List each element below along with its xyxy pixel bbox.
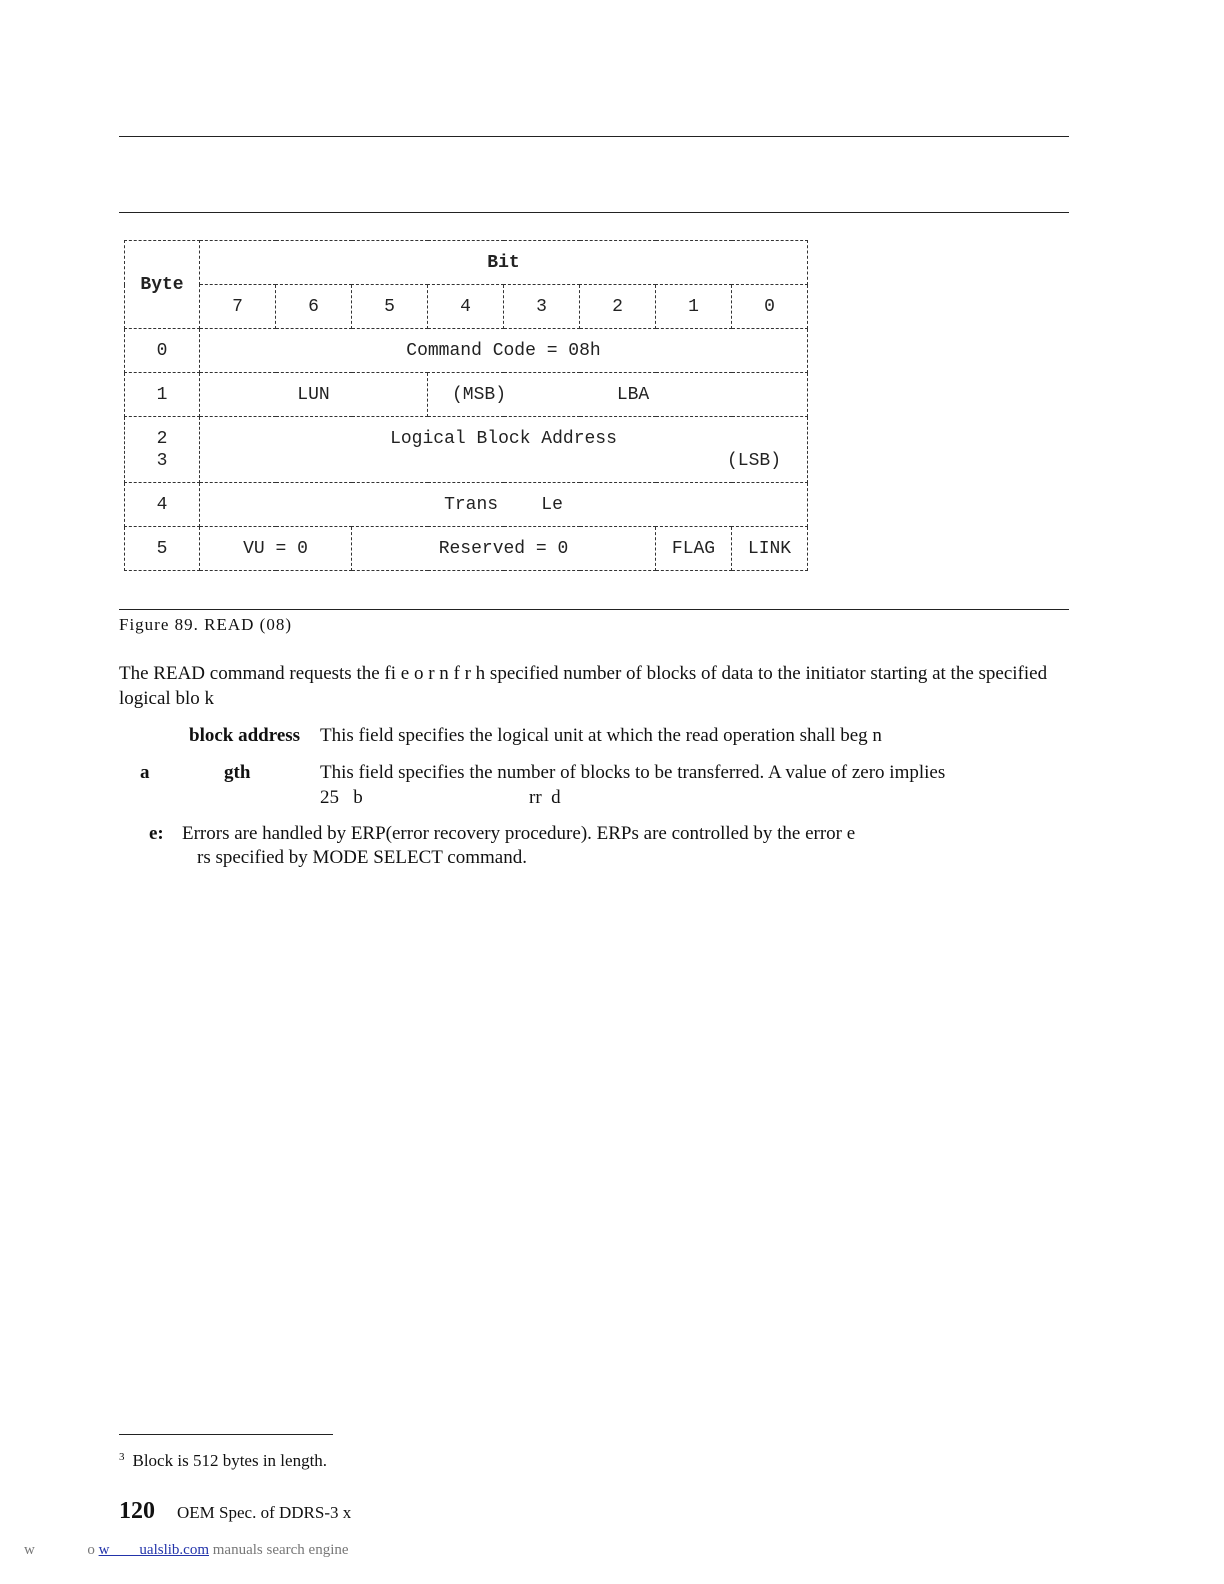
command-code-cell: Command Code = 08h <box>200 329 808 373</box>
footnote <box>119 1451 327 1471</box>
byte-number: 1 <box>125 373 200 417</box>
field-desc-transfer-length-cont: 25 b rr d <box>320 787 561 808</box>
byte-number-2: 2 <box>156 428 168 449</box>
header-rule-top <box>119 136 1069 137</box>
note-label: e: <box>149 823 164 844</box>
footnote-mark: 3 <box>119 1451 125 1463</box>
lba-msb-cell <box>428 373 808 417</box>
figure-caption: Figure 89. READ (08) <box>119 615 292 634</box>
footnote-text: Block is 512 bytes in length. <box>132 1451 328 1470</box>
field-desc-block-address: This field specifies the logical unit at which the read operation shall beg n <box>320 725 882 746</box>
intro-paragraph: The READ command requests the fi e o r n f r h specified number of blocks of data to the initiator starting at the specified logical blo k <box>119 663 1048 709</box>
page-footer <box>119 1498 351 1525</box>
byte-number <box>125 417 200 483</box>
bit-label: 5 <box>352 285 428 329</box>
bit-label: 4 <box>428 285 504 329</box>
command-descriptor-table <box>124 240 808 571</box>
msb-label: (MSB) <box>452 384 507 405</box>
lun-cell: LUN <box>200 373 428 417</box>
lba-full-label: Logical Block Address <box>390 428 617 449</box>
reserved-cell: Reserved = 0 <box>352 527 656 571</box>
footnote-rule <box>119 1434 333 1435</box>
lba-label: LBA <box>616 384 650 405</box>
field-desc-transfer-length: This field specifies the number of blocks to be transferred. A value of zero implies <box>320 762 946 783</box>
byte-number: 5 <box>125 527 200 571</box>
figure-rule <box>119 609 1069 610</box>
footer-title: OEM Spec. of DDRS-3 x <box>177 1503 352 1522</box>
bit-label: 1 <box>656 285 732 329</box>
field-name-block-address: block address <box>189 725 301 746</box>
field-name-transfer-gth: gth <box>224 762 251 783</box>
bit-label: 6 <box>276 285 352 329</box>
byte-number: 4 <box>125 483 200 527</box>
header-rule-bottom <box>119 212 1069 213</box>
watermark <box>24 1542 349 1559</box>
transfer-length-cell: Trans Le <box>200 483 808 527</box>
note-text-cont: rs specified by MODE SELECT command. <box>197 847 527 868</box>
byte-header: Byte <box>125 241 200 329</box>
flag-cell: FLAG <box>656 527 732 571</box>
logical-block-address-cell <box>200 417 808 483</box>
link-cell: LINK <box>732 527 808 571</box>
watermark-prefix: w o <box>24 1542 95 1558</box>
bit-header: Bit <box>200 241 808 285</box>
field-name-transfer-a: a <box>140 762 150 783</box>
bit-label: 7 <box>200 285 276 329</box>
bit-label: 2 <box>580 285 656 329</box>
vu-cell: VU = 0 <box>200 527 352 571</box>
lsb-label: (LSB) <box>726 450 781 471</box>
bit-label: 0 <box>732 285 808 329</box>
byte-number-3: 3 <box>156 450 168 471</box>
watermark-suffix: manuals search engine <box>209 1542 349 1558</box>
page-number: 120 <box>119 1498 155 1524</box>
note-text: Errors are handled by ERP(error recovery procedure). ERPs are controlled by the error e <box>182 823 856 844</box>
watermark-link[interactable]: w ualslib.com <box>98 1542 209 1558</box>
byte-number: 0 <box>125 329 200 373</box>
bit-label: 3 <box>504 285 580 329</box>
